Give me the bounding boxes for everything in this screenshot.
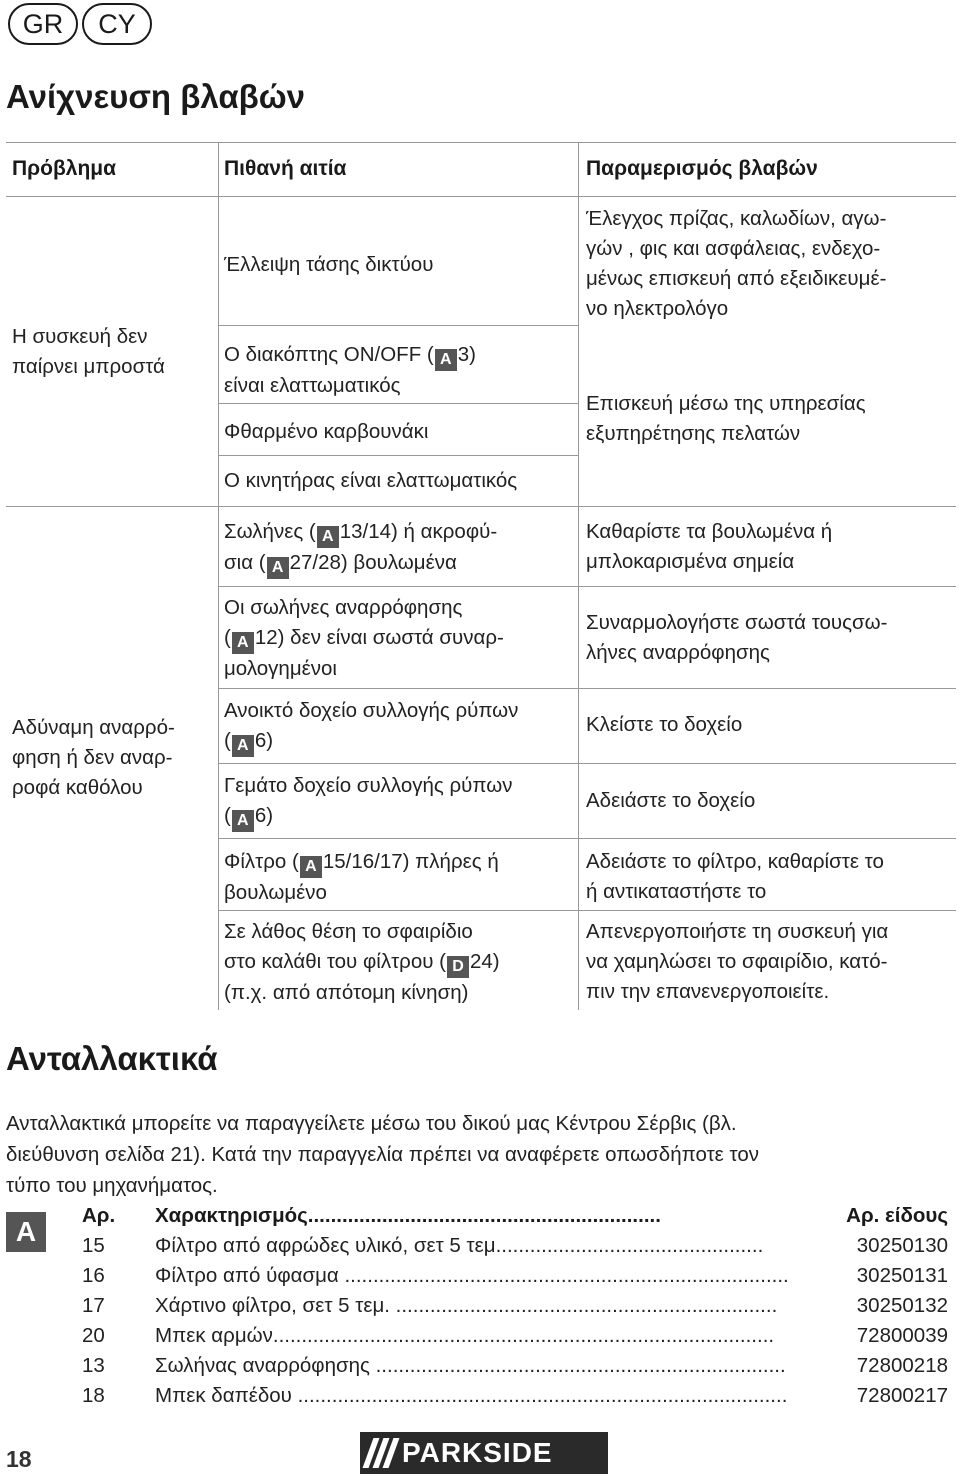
remedy-restart-device: Απενεργοποιήστε τη συσκευή για να χαμηλώσει το σφαιρίδιο, κατό- πιν την επανενεργοποιείτε. — [586, 920, 889, 1003]
column-no: Αρ. — [82, 1204, 116, 1227]
part-description: Φίλτρο από ύφασμα .............................................................................. — [155, 1264, 789, 1287]
cause-container-open: Ανοικτό δοχείο συλλογής ρύπων ( A 6) — [224, 696, 518, 757]
cause-hoses-misassembled: Οι σωλήνες αναρρόφησης ( A 12) δεν είναι σωστά συναρ- μολογημένοι — [224, 596, 504, 680]
cause-motor-defective: Ο κινητήρας είναι ελαττωματικός — [224, 469, 518, 492]
remedy-clean-clogged: Καθαρίστε τα βουλωμένα ή μπλοκαρισμένα σημεία — [586, 520, 833, 573]
figure-ref-a: A — [232, 632, 254, 654]
table-rule — [218, 403, 578, 404]
part-description: Μπεκ δαπέδου ...................................................................................... — [155, 1384, 788, 1407]
spare-part-row — [82, 1381, 948, 1411]
part-number: 17 — [82, 1294, 105, 1317]
column-description: Χαρακτηρισμός.............................................................. — [155, 1204, 661, 1227]
header-cause: Πιθανή αιτία — [224, 157, 347, 180]
language-badge-gr: GR — [8, 3, 78, 45]
table-rule — [218, 325, 578, 326]
spare-part-row — [82, 1231, 948, 1261]
spare-parts-intro: Ανταλλακτικά μπορείτε να παραγγείλετε μέσω του δικού μας Κέντρου Σέρβις (βλ. διεύθυνση σελίδα 21). Κατά την παραγγελία πρέπει να αναφέρετε οπωσδήποτε τον τύπο του μηχανήματος. — [6, 1112, 759, 1197]
cause-no-voltage: Έλλειψη τάσης δικτύου — [224, 253, 434, 276]
cause-hoses-clogged: Σωλήνες ( A 13/14) ή ακροφύ- σια ( A 27/28) βουλωμένα — [224, 517, 497, 579]
part-number: 20 — [82, 1324, 105, 1347]
table-rule — [218, 688, 956, 689]
spare-parts-title: Ανταλλακτικά — [6, 1040, 218, 1077]
remedy-empty-filter: Αδειάστε το φίλτρο, καθαρίστε το ή αντικαταστήστε το — [586, 850, 884, 903]
figure-ref-a: A — [435, 349, 457, 371]
cause-ball-misplaced: Σε λάθος θέση το σφαιρίδιο στο καλάθι του φίλτρου ( D 24) (π.χ. από απότομη κίνηση) — [224, 920, 500, 1004]
cause-switch-defective: Ο διακόπτης ON/OFF ( A 3) είναι ελαττωματικός — [224, 343, 476, 397]
header-problem: Πρόβλημα — [12, 157, 117, 180]
table-rule — [218, 838, 956, 839]
problem-weak-suction: Αδύναμη αναρρό- φηση ή δεν αναρ- ροφά καθόλου — [12, 716, 175, 799]
remedy-check-wiring: Έλεγχος πρίζας, καλωδίων, αγω- γών , φις και ασφάλειας, ενδεχο- μένως επισκευή από εξειδικευμέ- νο ηλεκτρολόγο — [586, 207, 887, 320]
part-article-number: 30250132 — [856, 1294, 948, 1317]
part-number: 13 — [82, 1354, 105, 1377]
figure-ref-a: A — [317, 526, 339, 548]
language-badges — [8, 3, 152, 45]
part-article-number: 72800217 — [856, 1384, 948, 1407]
parkside-logo — [360, 1432, 608, 1474]
column-article-no: Αρ. είδους — [846, 1204, 948, 1227]
spare-part-row — [82, 1291, 948, 1321]
cause-carbon-brush: Φθαρμένο καρβουνάκι — [224, 420, 429, 443]
table-rule — [6, 142, 956, 143]
figure-ref-a: A — [300, 856, 322, 878]
problem-no-start: Η συσκευή δεν παίρνει μπροστά — [12, 325, 165, 378]
table-rule — [218, 142, 219, 1010]
part-number: 16 — [82, 1264, 105, 1287]
remedy-customer-service: Επισκευή μέσω της υπηρεσίας εξυπηρέτησης πελατών — [586, 392, 866, 445]
part-article-number: 30250131 — [856, 1264, 948, 1287]
table-rule — [6, 506, 956, 507]
remedy-close-container: Κλείστε το δοχείο — [586, 713, 743, 736]
table-rule — [6, 196, 956, 197]
remedy-assemble-hoses: Συναρμολογήστε σωστά τουςσω- λήνες αναρρόφησης — [586, 611, 888, 664]
figure-ref-a: A — [232, 810, 254, 832]
table-rule — [218, 910, 956, 911]
part-article-number: 30250130 — [856, 1234, 948, 1257]
language-badge-cy: CY — [82, 3, 152, 45]
table-rule — [578, 142, 579, 1010]
part-article-number: 72800218 — [856, 1354, 948, 1377]
figure-ref-d: D — [447, 956, 469, 978]
spare-part-row — [82, 1351, 948, 1381]
part-article-number: 72800039 — [856, 1324, 948, 1347]
brand-name: PARKSIDE — [402, 1437, 553, 1468]
part-description: Φίλτρο από αφρώδες υλικό, σετ 5 τεμ............................................... — [155, 1234, 764, 1257]
figure-ref-a: A — [267, 557, 289, 579]
spare-parts-header — [82, 1201, 948, 1231]
part-description: Μπεκ αρμών........................................................................................ — [155, 1324, 775, 1347]
figure-ref-a: A — [232, 735, 254, 757]
table-rule — [218, 455, 578, 456]
figure-ref-a-large: A — [6, 1212, 46, 1252]
spare-part-row — [82, 1321, 948, 1351]
header-remedy: Παραμερισμός βλαβών — [586, 157, 818, 180]
part-number: 15 — [82, 1234, 105, 1257]
part-description: Σωλήνας αναρρόφησης ........................................................................ — [155, 1354, 786, 1377]
remedy-empty-container: Αδειάστε το δοχείο — [586, 789, 756, 812]
part-number: 18 — [82, 1384, 105, 1407]
cause-filter-full: Φίλτρο ( A 15/16/17) πλήρες ή βουλωμένο — [224, 850, 499, 904]
troubleshooting-title: Ανίχνευση βλαβών — [6, 78, 305, 115]
spare-part-row — [82, 1261, 948, 1291]
table-rule — [218, 586, 956, 587]
logo-stripes-icon — [368, 1438, 394, 1468]
part-description: Χάρτινο φίλτρο, σετ 5 τεμ. ................................................................... — [155, 1294, 778, 1317]
page-number: 18 — [6, 1446, 32, 1472]
cause-container-full: Γεμάτο δοχείο συλλογής ρύπων ( A 6) — [224, 771, 512, 832]
table-rule — [218, 763, 956, 764]
